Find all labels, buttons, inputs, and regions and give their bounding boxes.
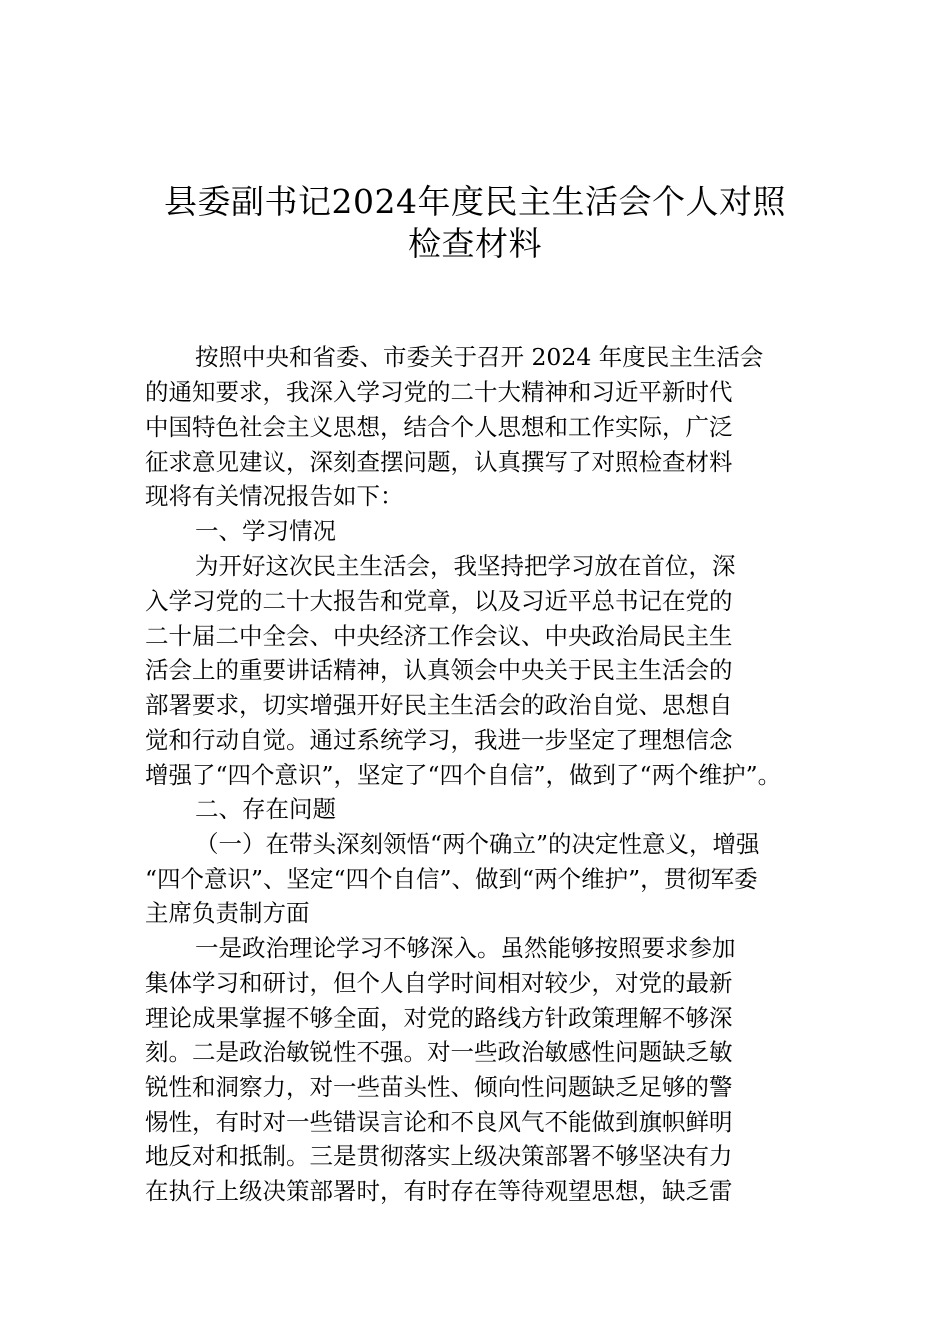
body-line: 觉和行动自觉。通过系统学习，我进一步坚定了理想信念 [145, 726, 733, 754]
body-line: 惕性，有时对一些错误言论和不良风气不能做到旗帜鲜明 [145, 1108, 733, 1136]
body-line: 中国特色社会主义思想，结合个人思想和工作实际，广泛 [145, 413, 733, 441]
body-line: 理论成果掌握不够全面，对党的路线方针政策理解不够深 [145, 1004, 733, 1032]
subsection-heading: 主席负责制方面 [145, 899, 310, 927]
body-line: 为开好这次民主生活会，我坚持把学习放在首位，深 [195, 552, 736, 580]
body-line: 入学习党的二十大报告和党章，以及习近平总书记在党的 [145, 587, 733, 615]
body-line: 现将有关情况报告如下： [145, 482, 404, 510]
body-line: 一是政治理论学习不够深入。虽然能够按照要求参加 [195, 934, 736, 962]
body-line: 在执行上级决策部署时，有时存在等待观望思想，缺乏雷 [145, 1177, 733, 1205]
body-line: 征求意见建议，深刻查摆问题，认真撰写了对照检查材料 [145, 448, 733, 476]
section-heading: 二、存在问题 [195, 795, 336, 823]
body-line: 集体学习和研讨，但个人自学时间相对较少，对党的最新 [145, 969, 733, 997]
body-line: 二十届二中全会、中央经济工作会议、中央政治局民主生 [145, 622, 733, 650]
section-heading: 一、学习情况 [195, 517, 336, 545]
document-title-line-1: 县委副书记2024年度民主生活会个人对照 [164, 182, 786, 221]
body-line: 刻。二是政治敏锐性不强。对一些政治敏感性问题缺乏敏 [145, 1038, 733, 1066]
body-line: 的通知要求，我深入学习党的二十大精神和习近平新时代 [145, 378, 733, 406]
body-line: 增强了“四个意识”，坚定了“四个自信”，做到了“两个维护”。 [145, 761, 782, 789]
body-line: 地反对和抵制。三是贯彻落实上级决策部署不够坚决有力 [145, 1142, 733, 1170]
body-line: 锐性和洞察力，对一些苗头性、倾向性问题缺乏足够的警 [145, 1073, 733, 1101]
subsection-heading: （一）在带头深刻领悟“两个确立”的决定性意义，增强 [195, 830, 760, 858]
body-line: 部署要求，切实增强开好民主生活会的政治自觉、思想自 [145, 691, 733, 719]
subsection-heading: “四个意识”、坚定“四个自信”、做到“两个维护”，贯彻军委 [145, 865, 758, 893]
body-line: 活会上的重要讲话精神，认真领会中央关于民主生活会的 [145, 656, 733, 684]
body-line: 按照中央和省委、市委关于召开 2024 年度民主生活会 [195, 343, 764, 371]
document-title-line-2: 检查材料 [408, 224, 542, 263]
